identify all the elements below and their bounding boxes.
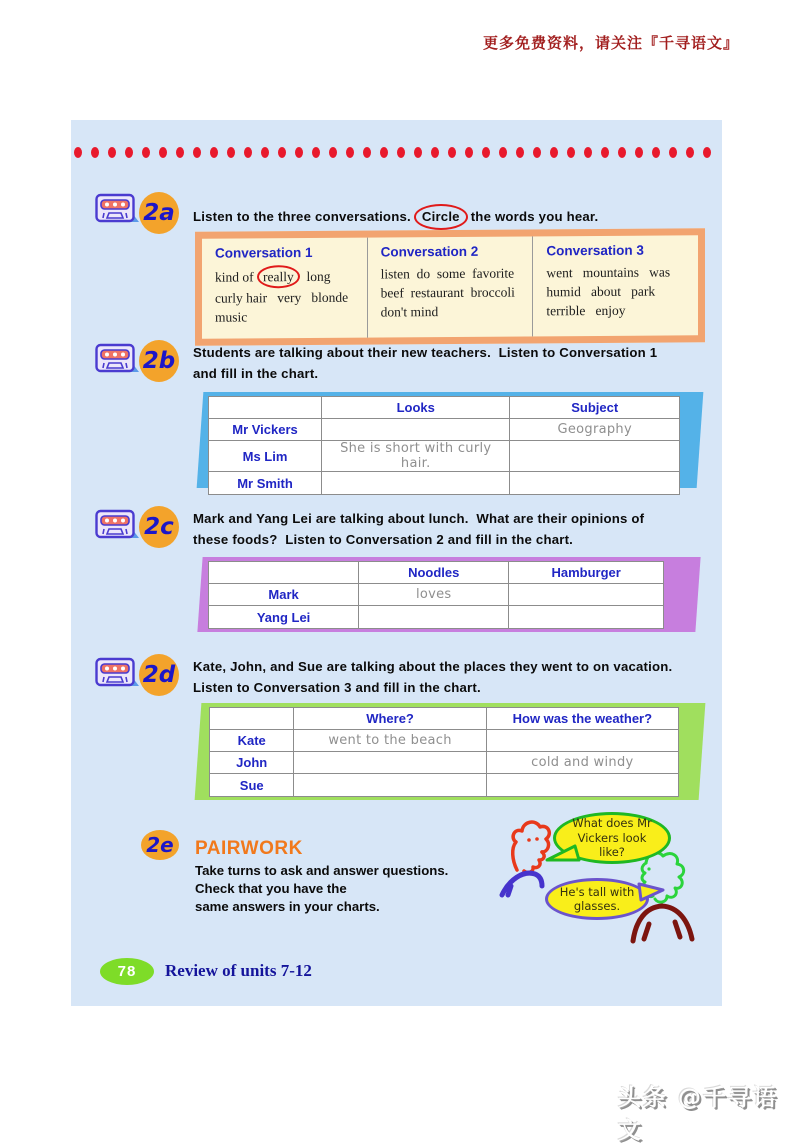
row-label: Sue bbox=[210, 774, 294, 797]
red-dot bbox=[686, 147, 694, 158]
bottom-watermark: 头条 @千寻语文 bbox=[618, 1085, 779, 1144]
red-dot bbox=[618, 147, 626, 158]
red-dot bbox=[465, 147, 473, 158]
activity-badge-2c: 2c bbox=[139, 506, 179, 548]
red-dot bbox=[210, 147, 218, 158]
conversation-1-title: Conversation 1 bbox=[215, 244, 313, 261]
word-group: humid about park bbox=[546, 283, 656, 300]
instruction-2c bbox=[193, 508, 698, 550]
word-group: listen do some favorite bbox=[380, 265, 515, 282]
table-header-row bbox=[209, 562, 664, 584]
cassette-icon bbox=[95, 192, 139, 226]
instruction-line: Listen to Conversation 3 and fill in the chart. bbox=[193, 680, 481, 695]
red-dot bbox=[261, 147, 269, 158]
page-number-badge: 78 bbox=[100, 958, 154, 985]
red-dot bbox=[108, 147, 116, 158]
answer-cell: went to the beach bbox=[294, 730, 486, 752]
instruction-2a-post: the words you hear. bbox=[470, 209, 599, 224]
answer-cell bbox=[322, 419, 510, 441]
red-dot bbox=[142, 147, 150, 158]
row-label: Mark bbox=[209, 584, 359, 606]
red-dot bbox=[363, 147, 371, 158]
answer-cell bbox=[322, 472, 510, 495]
boy-shoulders-drawing bbox=[502, 873, 542, 895]
table-row bbox=[209, 584, 664, 606]
table-row bbox=[210, 730, 679, 752]
answer-cell: Geography bbox=[510, 419, 680, 441]
red-dot bbox=[516, 147, 524, 158]
word-group: music bbox=[215, 309, 248, 325]
speech-bubble-answer: He's tall with glasses. bbox=[545, 878, 649, 920]
activity-badge-2b: 2b bbox=[139, 340, 179, 382]
cassette-icon bbox=[95, 656, 139, 690]
conversation-2-words bbox=[381, 263, 529, 321]
word-group: curly hair very blonde bbox=[215, 289, 349, 306]
instruction-2d bbox=[193, 656, 703, 698]
speech-bubble-question: What does Mr Vickers look like? bbox=[553, 812, 671, 864]
header-blank bbox=[209, 562, 359, 584]
red-dot bbox=[669, 147, 677, 158]
answer-cell: loves bbox=[359, 584, 509, 606]
instruction-2b bbox=[193, 342, 698, 384]
red-dot bbox=[329, 147, 337, 158]
conversation-3-title: Conversation 3 bbox=[546, 242, 644, 259]
instruction-line: Check that you have the bbox=[195, 881, 347, 896]
header-blank bbox=[209, 397, 322, 419]
instruction-line: Take turns to ask and answer questions. bbox=[195, 863, 449, 878]
red-dot bbox=[414, 147, 422, 158]
answer-cell bbox=[510, 472, 680, 495]
pairwork-instructions bbox=[195, 862, 448, 916]
red-dot bbox=[346, 147, 354, 158]
answer-cell bbox=[359, 606, 509, 629]
red-dot bbox=[227, 147, 235, 158]
red-dot bbox=[125, 147, 133, 158]
row-label: Kate bbox=[210, 730, 294, 752]
word-group: went mountains was bbox=[546, 264, 671, 281]
red-dot bbox=[584, 147, 592, 158]
page-sheet bbox=[71, 120, 722, 1006]
footer-unit-title: Review of units 7-12 bbox=[165, 961, 312, 980]
row-label: Yang Lei bbox=[209, 606, 359, 629]
red-dot bbox=[295, 147, 303, 158]
word-group: terrible enjoy bbox=[546, 302, 626, 319]
table-header-row bbox=[210, 708, 679, 730]
red-dot bbox=[652, 147, 660, 158]
lunch-table bbox=[208, 561, 664, 629]
red-dot bbox=[397, 147, 405, 158]
red-dot bbox=[448, 147, 456, 158]
red-dot bbox=[499, 147, 507, 158]
table-row bbox=[209, 472, 680, 495]
instruction-line: these foods? Listen to Conversation 2 and fill in the chart. bbox=[193, 532, 574, 547]
row-label: Mr Vickers bbox=[209, 419, 322, 441]
instruction-line: Mark and Yang Lei are talking about lunch. What are their opinions of bbox=[193, 511, 645, 526]
vacation-table bbox=[209, 707, 679, 797]
red-dot bbox=[703, 147, 711, 158]
red-dot bbox=[74, 147, 82, 158]
red-dot bbox=[635, 147, 643, 158]
dotted-divider bbox=[74, 147, 711, 158]
answer-cell bbox=[294, 774, 486, 797]
header-hamburger: Hamburger bbox=[509, 562, 664, 584]
table-row bbox=[209, 419, 680, 441]
word-group: kind of bbox=[215, 269, 254, 285]
table-row bbox=[209, 441, 680, 472]
row-label: Mr Smith bbox=[209, 472, 322, 495]
red-dot bbox=[193, 147, 201, 158]
red-dot bbox=[482, 147, 490, 158]
red-dot bbox=[312, 147, 320, 158]
red-dot bbox=[567, 147, 575, 158]
girl-shoulders-drawing bbox=[633, 906, 692, 941]
top-watermark: 更多免费资料，请关注『千寻语文』 bbox=[483, 34, 740, 52]
table-row bbox=[210, 774, 679, 797]
row-label: Ms Lim bbox=[209, 441, 322, 472]
activity-badge-2e: 2e bbox=[141, 830, 179, 860]
instruction-line: and fill in the chart. bbox=[193, 366, 319, 381]
row-label: John bbox=[210, 752, 294, 774]
answer-cell bbox=[294, 752, 486, 774]
table-row bbox=[209, 606, 664, 629]
instruction-line: same answers in your charts. bbox=[195, 899, 380, 914]
instruction-line: Kate, John, and Sue are talking about the places they went to on vacation. bbox=[193, 659, 673, 674]
word-group: long bbox=[306, 268, 331, 285]
red-dot bbox=[431, 147, 439, 158]
word-group: beef restaurant broccoli bbox=[380, 284, 515, 301]
table-header-row bbox=[209, 397, 680, 419]
answer-cell bbox=[486, 730, 678, 752]
cassette-icon bbox=[95, 342, 139, 376]
answer-cell bbox=[486, 774, 678, 797]
conversation-wordbox bbox=[195, 228, 705, 346]
word-group: don't mind bbox=[380, 304, 439, 320]
instruction-2a bbox=[193, 204, 693, 230]
red-dot bbox=[91, 147, 99, 158]
instruction-line: Students are talking about their new teachers. Listen to Conversation 1 bbox=[193, 345, 658, 360]
answer-cell: She is short with curly hair. bbox=[322, 441, 510, 472]
header-blank bbox=[210, 708, 294, 730]
header-weather: How was the weather? bbox=[486, 708, 678, 730]
red-dot bbox=[601, 147, 609, 158]
answer-cell bbox=[509, 584, 664, 606]
cassette-icon bbox=[95, 508, 139, 542]
conversation-2-column bbox=[367, 236, 533, 337]
red-dot bbox=[176, 147, 184, 158]
red-dot bbox=[159, 147, 167, 158]
instruction-2a-pre: Listen to the three conversations. bbox=[193, 209, 411, 224]
conversation-2-title: Conversation 2 bbox=[380, 243, 479, 260]
red-dot bbox=[550, 147, 558, 158]
red-dot bbox=[244, 147, 252, 158]
conversation-3-words bbox=[546, 262, 694, 320]
conversation-1-words bbox=[215, 265, 363, 327]
circled-word-really: really bbox=[257, 265, 300, 288]
activity-badge-2d: 2d bbox=[139, 654, 179, 696]
circled-word: Circle bbox=[414, 204, 468, 230]
conversation-3-column bbox=[532, 235, 698, 336]
table-row bbox=[210, 752, 679, 774]
answer-cell bbox=[510, 441, 680, 472]
pairwork-title: PAIRWORK bbox=[195, 838, 303, 859]
header-where: Where? bbox=[294, 708, 486, 730]
header-looks: Looks bbox=[322, 397, 510, 419]
header-noodles: Noodles bbox=[359, 562, 509, 584]
answer-cell: cold and windy bbox=[486, 752, 678, 774]
red-dot bbox=[278, 147, 286, 158]
answer-cell bbox=[509, 606, 664, 629]
teachers-table bbox=[208, 396, 680, 495]
red-dot bbox=[380, 147, 388, 158]
activity-badge-2a: 2a bbox=[139, 192, 179, 234]
boy-face-drawing bbox=[513, 822, 550, 872]
conversation-1-column bbox=[202, 238, 367, 339]
header-subject: Subject bbox=[510, 397, 680, 419]
red-dot bbox=[533, 147, 541, 158]
